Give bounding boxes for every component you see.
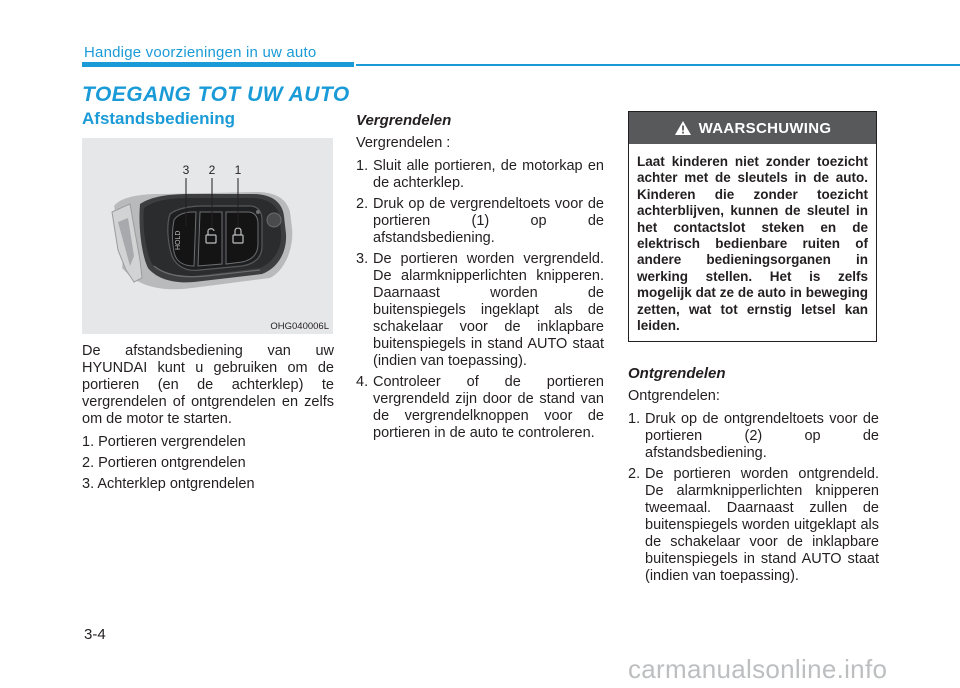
- lock-steps: [356, 158, 604, 442]
- step-text: Sluit alle portieren, de motorkap en de achterklep.: [373, 158, 604, 191]
- callout-3: 3: [182, 163, 190, 177]
- unlock-heading: Ontgrendelen: [628, 365, 726, 382]
- warning-box: [628, 111, 877, 342]
- list-item: [356, 251, 604, 370]
- unlock-button: [198, 212, 222, 266]
- header-rule: [356, 64, 960, 66]
- list-item: [356, 196, 604, 247]
- step-number: 1.: [628, 411, 641, 427]
- unlock-steps: [628, 411, 879, 585]
- step-text: Controleer of de portieren vergrendeld zijn door de stand van de vergrendelknoppen voor de portieren in de auto te controleren.: [373, 374, 604, 441]
- list-item: [356, 158, 604, 192]
- unlock-lead: Ontgrendelen:: [628, 388, 720, 404]
- header-section-label: Handige voorzieningen in uw auto: [84, 44, 317, 61]
- list-item: [356, 374, 604, 442]
- page-number: 3-4: [84, 626, 106, 643]
- intro-paragraph: De afstandsbediening van uw HYUNDAI kunt u gebruiken om de portieren (en de achterklep) te vergrendelen of ontgrendelen en zelfs om de motor te starten.: [82, 343, 334, 427]
- step-text: Druk op de ontgrendeltoets voor de portieren (2) op de afstandsbediening.: [645, 411, 879, 461]
- smart-key-illustration: [82, 138, 333, 334]
- lock-lead: Vergrendelen :: [356, 135, 451, 151]
- callout-1: 1: [234, 163, 242, 177]
- unlock-column: [628, 365, 879, 589]
- warning-text: Laat kinderen niet zonder toezicht achter met de sleutels in de auto. Kinderen die zonder toezicht achterblijven, kunnen de sleutel in het contactslot steken en de elektrisch bedienbare ruiten of andere bedieningsorganen in werking stellen. Het is zelfs mogelijk dat ze de auto in beweging zetten, wat tot ernstig letsel kan leiden.: [637, 154, 868, 334]
- list-item: [628, 411, 879, 462]
- figure-code: OHG040006L: [270, 321, 329, 332]
- step-number: 1.: [356, 158, 369, 174]
- step-number: 3.: [356, 251, 369, 267]
- key-figure: [82, 138, 333, 334]
- callout-2: 2: [208, 163, 216, 177]
- lock-column: [356, 112, 604, 446]
- step-number: 2.: [356, 196, 369, 212]
- svg-text:HOLD: HOLD: [175, 230, 182, 250]
- watermark: carmanualsonline.info: [628, 654, 888, 684]
- subsection-title: Afstandsbediening: [82, 109, 236, 128]
- header-bar: [82, 62, 354, 67]
- page-title: TOEGANG TOT UW AUTO: [82, 83, 350, 106]
- warning-header: [629, 112, 876, 144]
- blade-release-button: [267, 213, 281, 227]
- list-item: 1. Portieren vergrendelen: [82, 434, 246, 450]
- list-item: 2. Portieren ontgrendelen: [82, 455, 246, 471]
- step-text: De portieren worden vergrendeld. De alarmknipperlichten knipperen. Daarnaast worden de buitenspiegels ingeklapt als de schakelaar voor de inklapbare buitenspiegels in stand AUTO staat (indien van toepassing).: [373, 251, 604, 369]
- list-item: 3. Achterklep ontgrendelen: [82, 476, 255, 492]
- lock-heading: Vergrendelen: [356, 112, 452, 129]
- step-number: 4.: [356, 374, 369, 390]
- warning-triangle-icon: [674, 120, 692, 136]
- intro-column: [82, 343, 334, 497]
- intro-list: [82, 434, 334, 493]
- step-text: De portieren worden ontgrendeld. De alarmknipperlichten knipperen tweemaal. Daarnaast zullen de buitenspiegels worden uitgeklapt als de schakelaar voor de inklapbare buitenspiegels in stand AUTO staat (indien van toepassing).: [645, 466, 879, 584]
- lock-button: [226, 212, 258, 264]
- warning-label: WAARSCHUWING: [698, 119, 832, 137]
- step-text: Druk op de vergrendeltoets voor de portieren (1) op de afstandsbediening.: [373, 196, 604, 246]
- step-number: 2.: [628, 466, 641, 482]
- list-item: [628, 466, 879, 585]
